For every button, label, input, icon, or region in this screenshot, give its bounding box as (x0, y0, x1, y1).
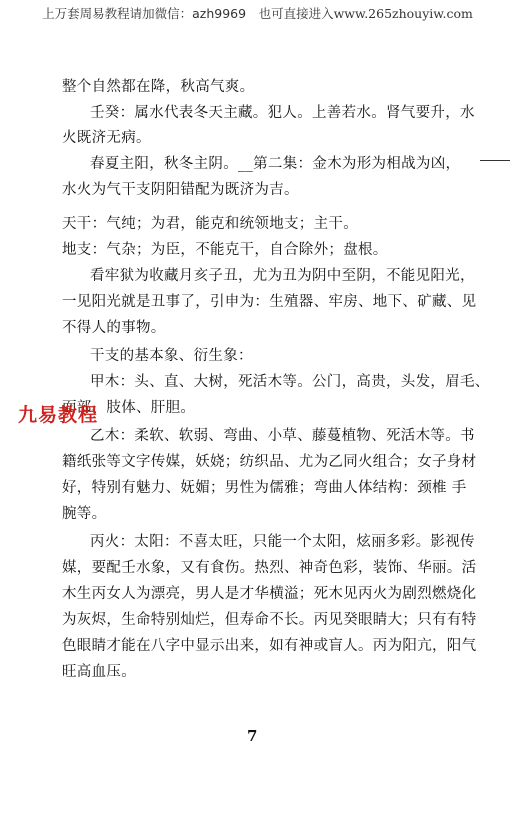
margin-rule (480, 160, 510, 161)
text-line: 旺高血压。 (62, 664, 136, 680)
header-site: www.265zhouyiw.com (333, 6, 473, 21)
text-line: 壬癸：属水代表冬天主藏。犯人。上善若水。肾气要升，水 (90, 105, 475, 121)
page-header (0, 4, 515, 22)
text-line: 籍纸张等文字传媒，妖娆；纺织品、尤为乙同火组合；女子身材 (62, 454, 477, 470)
text-line: 火既济无病。 (62, 130, 151, 146)
text-line: 天干：气纯；为君，能克和统领地支；主干。 (62, 216, 358, 232)
text-line: 不得人的事物。 (62, 320, 166, 336)
header-text: 上万套周易教程请加微信：azh9969 也可直接进入 (42, 6, 334, 21)
text-line: 色眼睛才能在八字中显示出来，如有神或盲人。丙为阳亢，阳气 (62, 638, 477, 654)
text-line: 木生丙女人为漂亮，男人是才华横溢；死木见丙火为剧烈燃烧化 (62, 586, 477, 602)
text-line: 看牢狱为收藏月亥子丑，尤为丑为阴中至阴，不能见阳光， (90, 268, 475, 284)
text-line: 甲木：头、直、大树，死活木等。公门，高贵，头发，眉毛、 (90, 374, 490, 390)
watermark-logo: 九易教程 (18, 404, 99, 426)
text-line: 好，特别有魅力、妩媚；男性为儒雅；弯曲人体结构：颈椎 手 (62, 480, 467, 496)
text-line: 乙木：柔软、软弱、弯曲、小草、藤蔓植物、死活木等。书 (90, 428, 475, 444)
text-line: 地支：气杂；为臣，不能克干，自合除外；盘根。 (62, 242, 388, 258)
text-line: 媒，要配壬水象，又有食伤。热烈、神奇色彩，装饰、华丽。活 (62, 560, 477, 576)
text-line: 丙火：太阳：不喜太旺，只能一个太阳，炫丽多彩。影视传 (90, 534, 475, 550)
text-line: 春夏主阳，秋冬主阴。__第二集：金木为形为相战为凶， (90, 156, 461, 172)
text-line: 面部、肢体、肝胆。 (62, 400, 196, 416)
section-heading: 干支的基本象、衍生象： (90, 348, 253, 364)
text-line: 为灰烬，生命特别灿烂，但寿命不长。丙见癸眼睛大；只有有特 (62, 612, 477, 628)
page-number: 7 (247, 727, 258, 745)
text-line: 整个自然都在降，秋高气爽。 (62, 79, 255, 95)
text-line: 腕等。 (62, 506, 107, 522)
text-line: 一见阳光就是丑事了，引申为：生殖器、牢房、地下、矿藏、见 (62, 294, 477, 310)
text-line: 水火为气干支阴阳错配为既济为吉。 (62, 182, 299, 198)
